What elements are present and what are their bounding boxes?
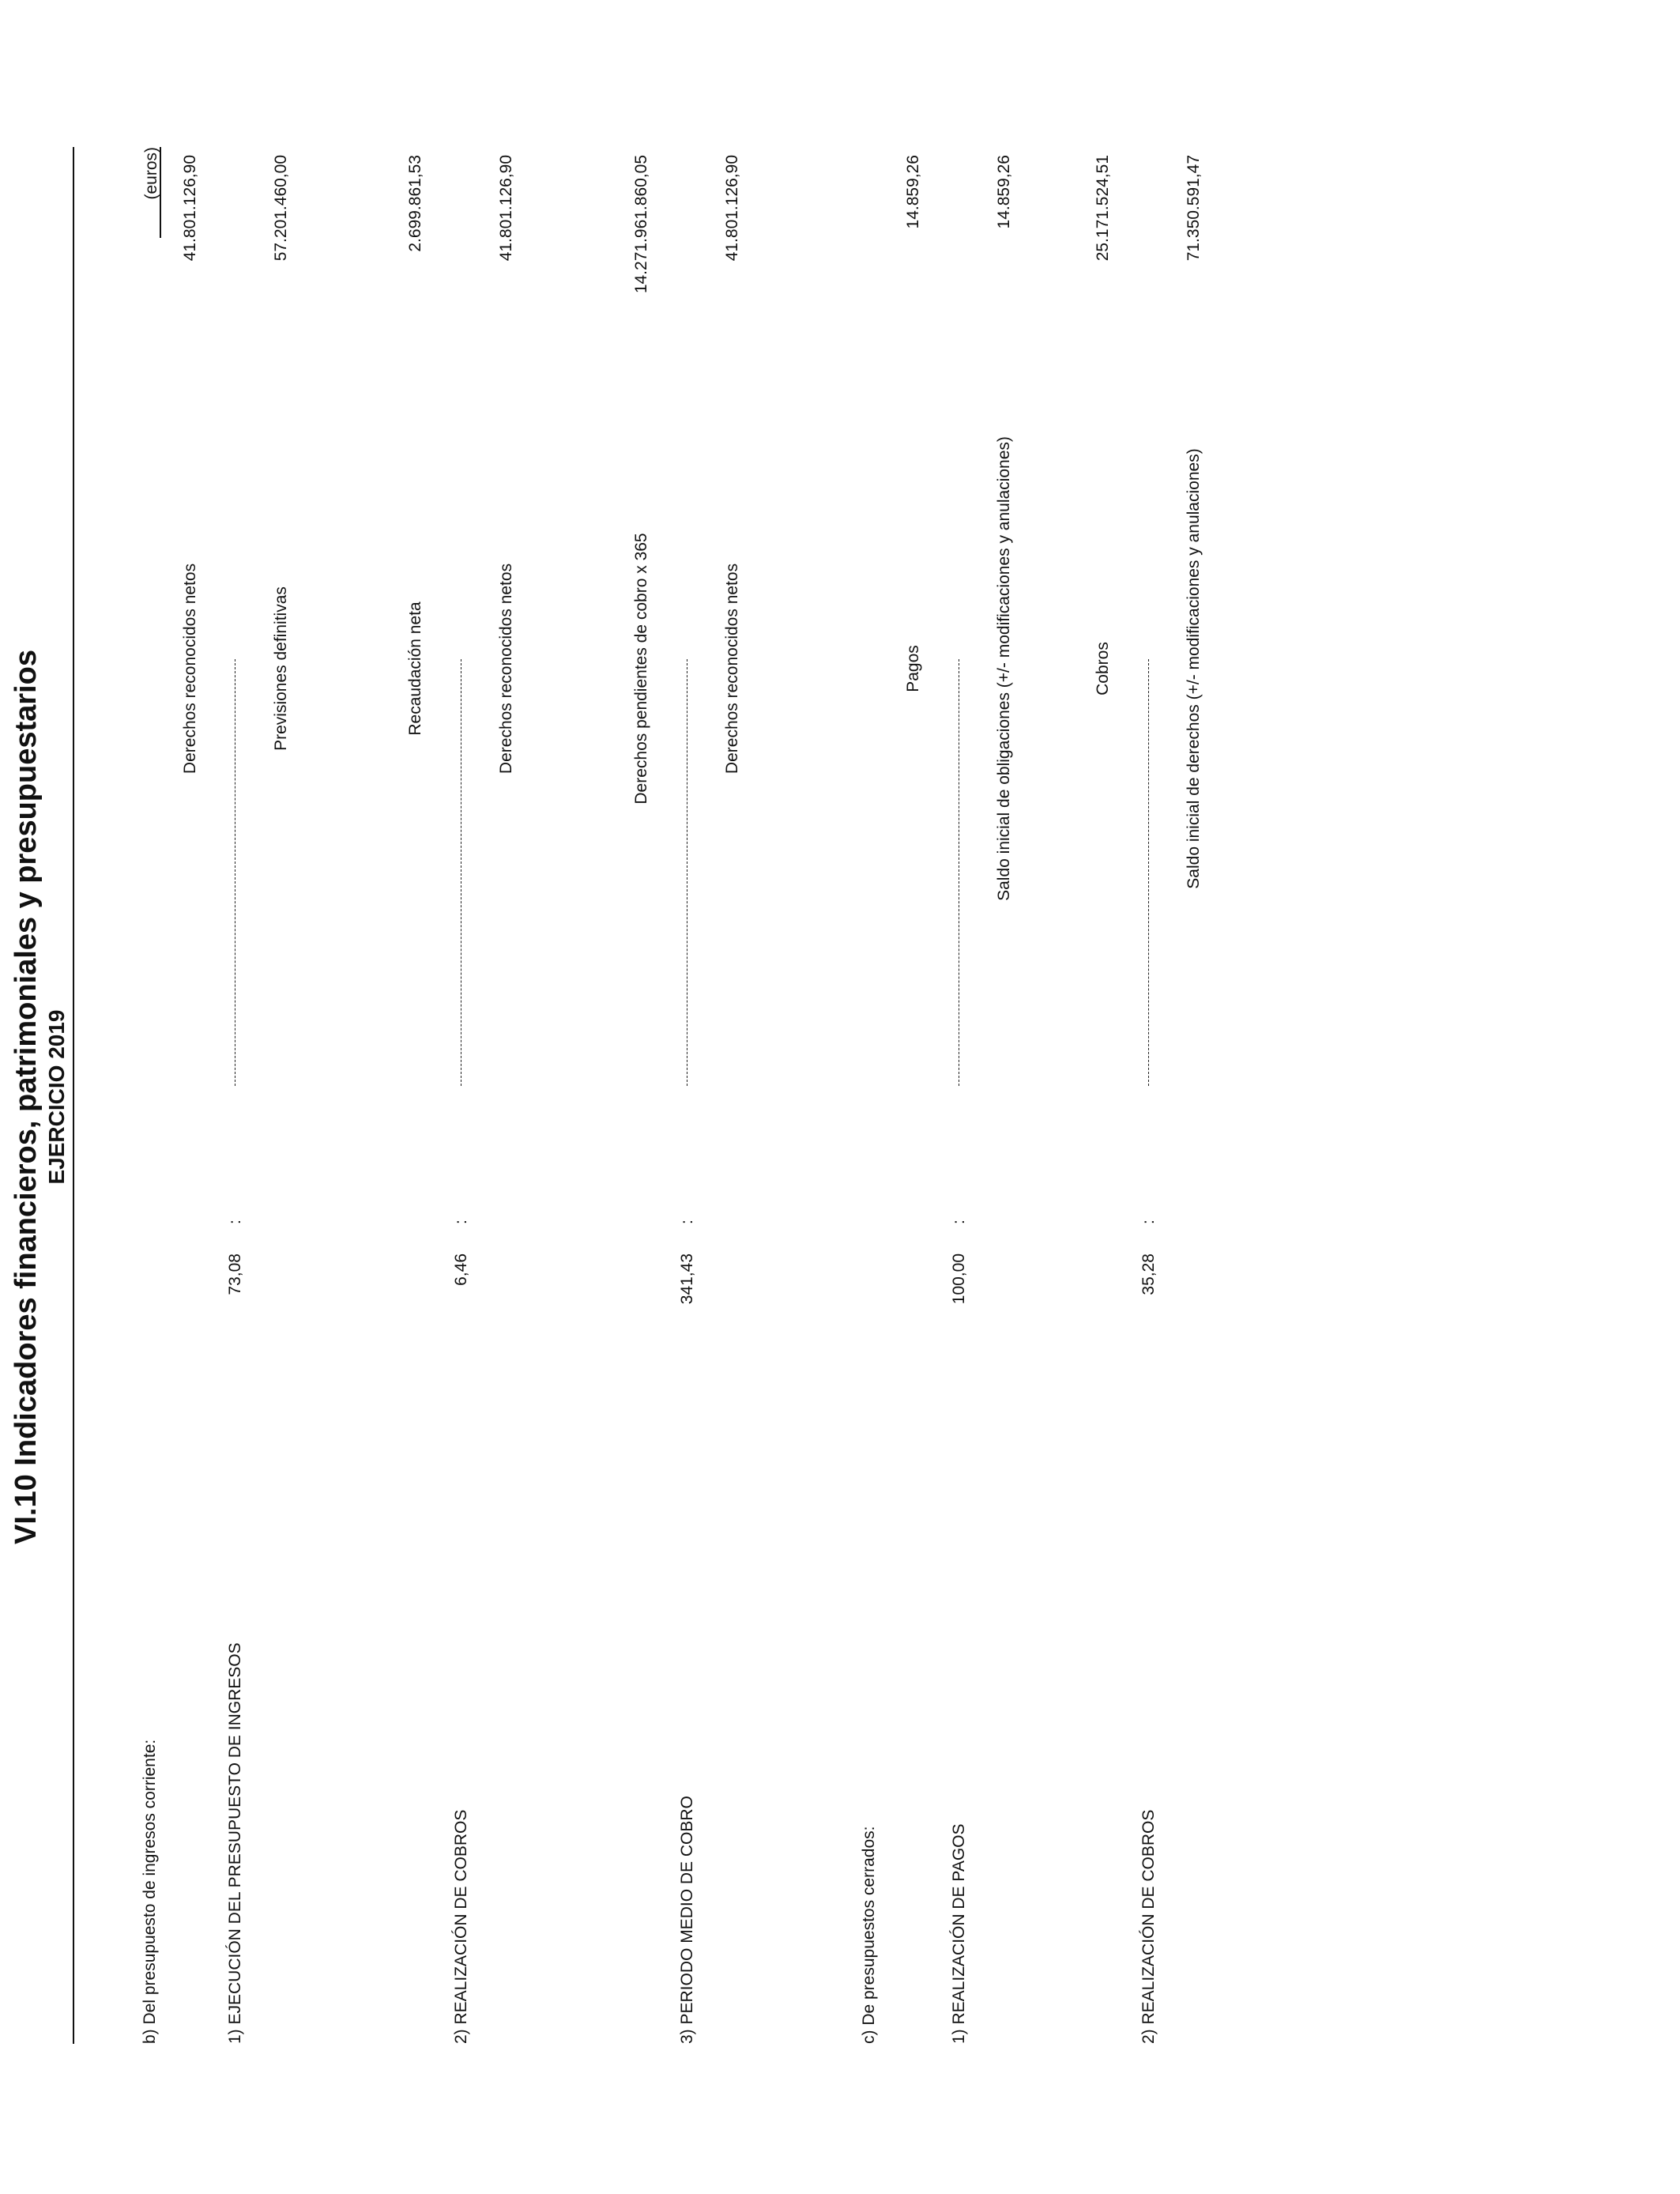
numerator-value: 41.801.126,90 — [181, 155, 199, 262]
row-label: 2) REALIZACIÓN DE COBROS — [452, 1809, 470, 2044]
row-label: 3) PERIODO MEDIO DE COBRO — [678, 1796, 696, 2044]
numerator-value: 14.271.961.860,05 — [632, 155, 650, 294]
row-result: 100,00 — [950, 1253, 968, 1305]
row-separator: : — [1139, 1220, 1158, 1224]
denominator-value: 14.859,26 — [995, 155, 1013, 229]
denominator-value: 57.201.460,00 — [272, 155, 290, 262]
row-numerator: Pagos — [904, 645, 922, 692]
row-numerator: Recaudación neta — [406, 601, 424, 736]
fraction-line — [1148, 659, 1149, 1086]
units-label: (euros) — [142, 147, 160, 200]
numerator-value: 14.859,26 — [904, 155, 922, 229]
row-denominator: Previsiones definitivas — [272, 586, 290, 751]
row-result: 35,28 — [1139, 1253, 1158, 1295]
page-subtitle: EJERCICIO 2019 — [44, 1009, 69, 1185]
page-title: VI.10 Indicadores financieros, patrimoniales y presupuestarios — [9, 650, 43, 1544]
row-denominator: Derechos reconocidos netos — [497, 563, 515, 775]
denominator-value: 41.801.126,90 — [497, 155, 515, 262]
units-rule — [160, 147, 161, 238]
row-denominator: Derechos reconocidos netos — [723, 563, 741, 775]
section-c-heading: c) De presupuestos cerrados: — [860, 1826, 878, 2044]
numerator-value: 2.699.861,53 — [406, 155, 424, 252]
row-label: 2) REALIZACIÓN DE COBROS — [1139, 1809, 1158, 2044]
row-denominator: Saldo inicial de derechos (+/- modificaciones y anulaciones) — [1185, 448, 1203, 889]
row-separator: : — [452, 1220, 470, 1224]
row-separator: : — [678, 1220, 696, 1224]
row-denominator: Saldo inicial de obligaciones (+/- modificaciones y anulaciones) — [995, 436, 1013, 901]
row-result: 73,08 — [226, 1253, 244, 1295]
row-separator: : — [950, 1220, 968, 1224]
row-separator: : — [226, 1220, 244, 1224]
denominator-value: 71.350.591,47 — [1185, 155, 1203, 262]
header-rule — [73, 147, 74, 2044]
row-numerator: Cobros — [1094, 642, 1112, 696]
row-label: 1) REALIZACIÓN DE PAGOS — [950, 1823, 968, 2044]
denominator-value: 41.801.126,90 — [723, 155, 741, 262]
numerator-value: 25.171.524,51 — [1094, 155, 1112, 262]
row-numerator: Derechos reconocidos netos — [181, 563, 199, 775]
row-result: 6,46 — [452, 1253, 470, 1286]
row-numerator: Derechos pendientes de cobro x 365 — [632, 533, 650, 805]
row-label: 1) EJECUCIÓN DEL PRESUPUESTO DE INGRESOS — [226, 1642, 244, 2044]
row-result: 341,43 — [678, 1253, 696, 1305]
section-b-heading: b) Del presupuesto de ingresos corriente: — [141, 1739, 159, 2044]
